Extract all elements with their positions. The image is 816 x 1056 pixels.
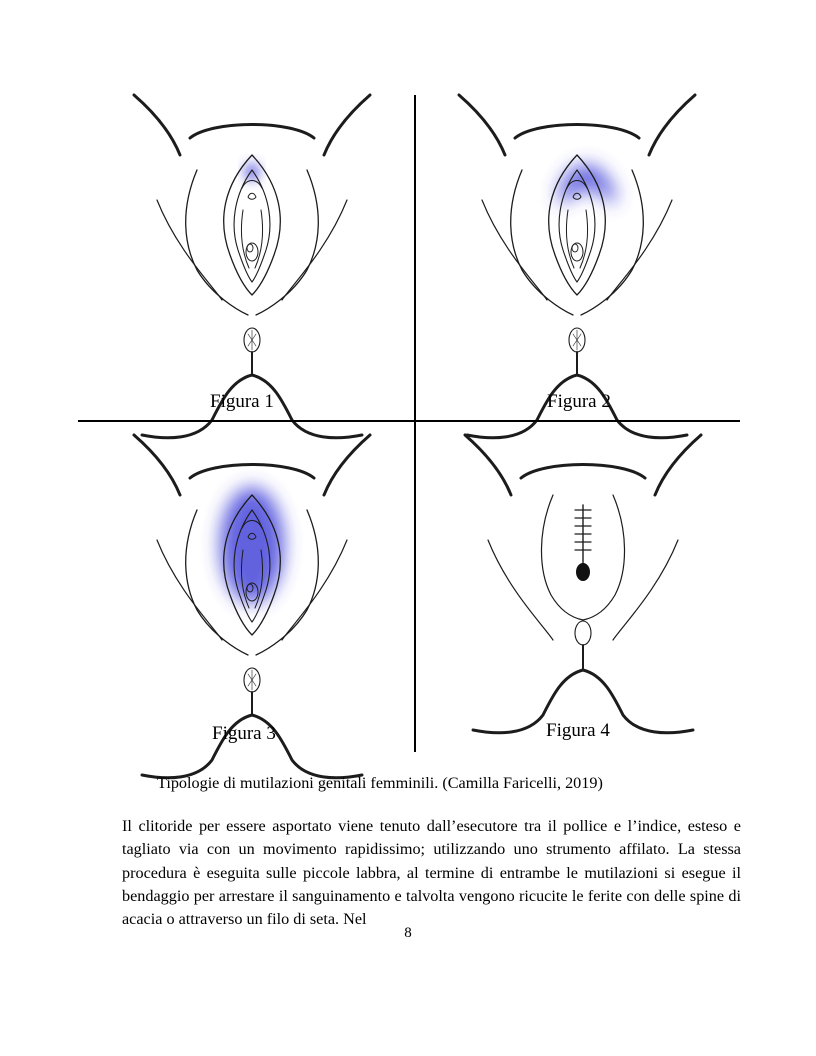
highlight-external-genitalia	[220, 487, 284, 603]
figure-caption: Tipologie di mutilazioni genitali femminili. (Camilla Faricelli, 2019)	[157, 774, 603, 792]
panel-label-1: Figura 1	[210, 391, 274, 412]
panel-4	[465, 435, 701, 733]
panel-2	[459, 95, 695, 438]
page-number: 8	[404, 925, 412, 941]
panel-label-4: Figura 4	[546, 720, 610, 741]
body-text	[122, 815, 741, 931]
panel-label-2: Figura 2	[547, 391, 611, 412]
infibulation-opening	[576, 563, 590, 581]
panel-1	[134, 95, 370, 438]
panel-label-3: Figura 3	[212, 723, 276, 744]
paragraph: Il clitoride per essere asportato viene tenuto dall’esecutore tra il pollice e l’indice, esteso e tagliato via con un movimento rapidissimo; utilizzando uno strumento affilato. La stessa procedura è eseguita sulle piccole labbra, al termine di entrambe le mutilazioni si esegue il bendaggio per arrestare il sanguinamento e talvolta vengono ricucite le ferite con delle spine di acacia o attraverso un filo di seta. Nel	[122, 817, 741, 929]
highlight-clitoris-labia	[558, 165, 616, 205]
